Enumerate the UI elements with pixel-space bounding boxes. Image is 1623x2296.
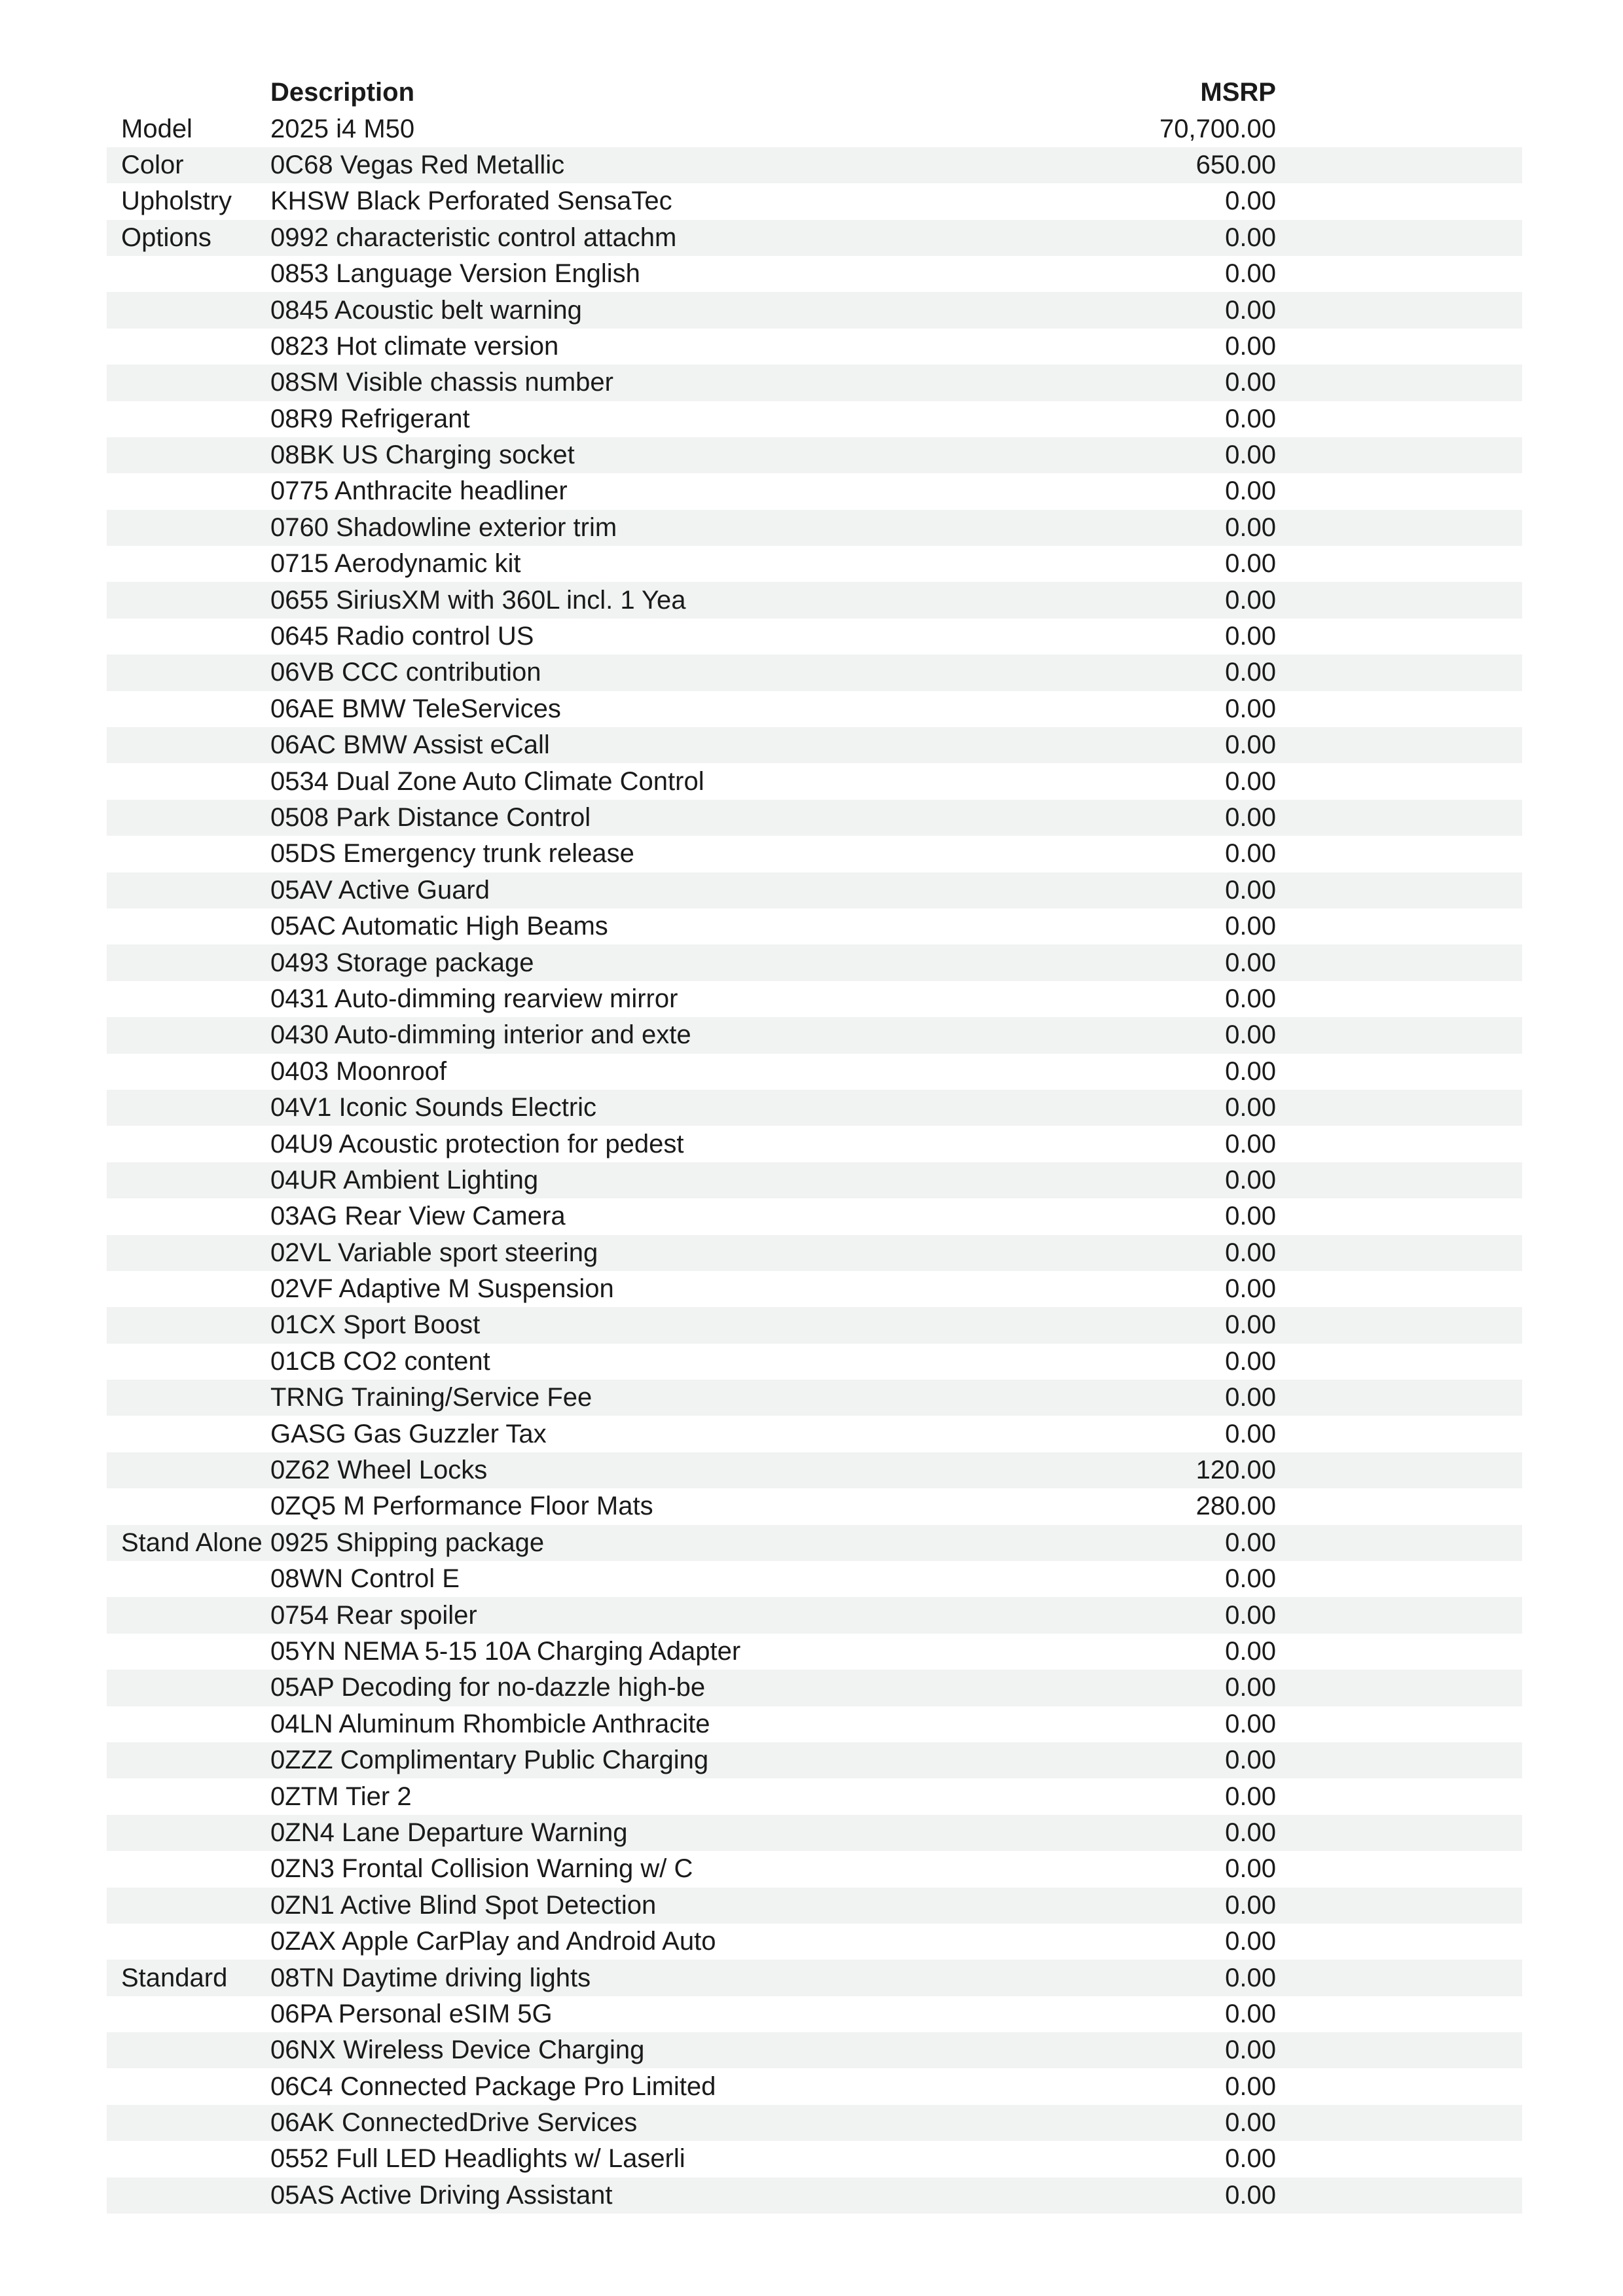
table-row bbox=[107, 292, 1522, 328]
row-description: 0Z62 Wheel Locks bbox=[270, 1456, 488, 1485]
table-row bbox=[107, 582, 1522, 618]
row-category: Upholstry bbox=[121, 187, 232, 216]
row-msrp: 0.00 bbox=[1225, 1564, 1276, 1594]
row-description: TRNG Training/Service Fee bbox=[270, 1383, 593, 1412]
row-description: 0925 Shipping package bbox=[270, 1528, 545, 1557]
table-row bbox=[107, 473, 1522, 509]
table-header bbox=[107, 75, 1522, 111]
row-msrp: 0.00 bbox=[1225, 223, 1276, 252]
row-msrp: 0.00 bbox=[1225, 658, 1276, 687]
row-description: 0715 Aerodynamic kit bbox=[270, 549, 521, 579]
table-row bbox=[107, 111, 1522, 147]
table-row bbox=[107, 1706, 1522, 1742]
table-row bbox=[107, 1452, 1522, 1488]
row-msrp: 0.00 bbox=[1225, 295, 1276, 325]
row-description: 0C68 Vegas Red Metallic bbox=[270, 150, 565, 179]
header-msrp: MSRP bbox=[1200, 78, 1276, 107]
row-description: 08R9 Refrigerant bbox=[270, 404, 470, 433]
msrp-table bbox=[107, 75, 1522, 2214]
table-row bbox=[107, 1344, 1522, 1380]
row-description: 05AV Active Guard bbox=[270, 875, 490, 905]
table-row bbox=[107, 1742, 1522, 1778]
table-row bbox=[107, 2178, 1522, 2214]
table-row bbox=[107, 546, 1522, 582]
row-msrp: 0.00 bbox=[1225, 1383, 1276, 1412]
row-description: 04U9 Acoustic protection for pedest bbox=[270, 1129, 684, 1158]
row-msrp: 0.00 bbox=[1225, 803, 1276, 832]
row-msrp: 0.00 bbox=[1225, 512, 1276, 542]
row-description: 01CB CO2 content bbox=[270, 1346, 490, 1376]
table-row bbox=[107, 510, 1522, 546]
row-description: 0ZZZ Complimentary Public Charging bbox=[270, 1746, 709, 1775]
table-row bbox=[107, 1380, 1522, 1416]
table-row bbox=[107, 1162, 1522, 1198]
table-row bbox=[107, 727, 1522, 763]
row-msrp: 0.00 bbox=[1225, 2072, 1276, 2101]
row-msrp: 0.00 bbox=[1225, 2180, 1276, 2210]
table-row bbox=[107, 872, 1522, 908]
table-row bbox=[107, 1597, 1522, 1633]
row-description: 0552 Full LED Headlights w/ Laserli bbox=[270, 2144, 685, 2174]
table-row bbox=[107, 981, 1522, 1017]
row-description: 0403 Moonroof bbox=[270, 1056, 447, 1086]
row-msrp: 0.00 bbox=[1225, 1419, 1276, 1448]
row-msrp: 0.00 bbox=[1225, 1310, 1276, 1340]
table-row bbox=[107, 2068, 1522, 2104]
table-row bbox=[107, 1416, 1522, 1452]
row-msrp: 0.00 bbox=[1225, 1927, 1276, 1956]
row-msrp: 0.00 bbox=[1225, 331, 1276, 361]
table-row bbox=[107, 691, 1522, 727]
table-row bbox=[107, 1996, 1522, 2032]
table-row bbox=[107, 147, 1522, 183]
row-msrp: 0.00 bbox=[1225, 1818, 1276, 1847]
table-row bbox=[107, 1017, 1522, 1053]
row-description: 0ZTM Tier 2 bbox=[270, 1782, 412, 1811]
table-row bbox=[107, 1960, 1522, 1996]
row-description: 04V1 Iconic Sounds Electric bbox=[270, 1093, 597, 1122]
row-description: 0853 Language Version English bbox=[270, 259, 640, 289]
row-msrp: 0.00 bbox=[1225, 259, 1276, 289]
row-description: 06PA Personal eSIM 5G bbox=[270, 1999, 553, 2028]
row-description: 0645 Radio control US bbox=[270, 622, 534, 651]
row-msrp: 0.00 bbox=[1225, 404, 1276, 433]
row-msrp: 280.00 bbox=[1195, 1492, 1276, 1521]
table-row bbox=[107, 763, 1522, 799]
row-msrp: 0.00 bbox=[1225, 1238, 1276, 1267]
row-msrp: 0.00 bbox=[1225, 839, 1276, 869]
row-description: 0760 Shadowline exterior trim bbox=[270, 512, 617, 542]
row-description: 06C4 Connected Package Pro Limited bbox=[270, 2072, 716, 2101]
table-row bbox=[107, 1670, 1522, 1706]
row-description: 0ZN4 Lane Departure Warning bbox=[270, 1818, 628, 1847]
row-msrp: 0.00 bbox=[1225, 1528, 1276, 1557]
row-description: 02VF Adaptive M Suspension bbox=[270, 1274, 614, 1304]
row-description: 06AE BMW TeleServices bbox=[270, 694, 561, 723]
row-description: 0ZQ5 M Performance Floor Mats bbox=[270, 1492, 653, 1521]
row-description: 0754 Rear spoiler bbox=[270, 1600, 477, 1630]
row-msrp: 0.00 bbox=[1225, 912, 1276, 941]
table-row bbox=[107, 329, 1522, 365]
table-row bbox=[107, 1235, 1522, 1271]
row-description: 02VL Variable sport steering bbox=[270, 1238, 598, 1267]
row-msrp: 0.00 bbox=[1225, 1020, 1276, 1050]
table-row bbox=[107, 1525, 1522, 1561]
row-category: Color bbox=[121, 150, 184, 179]
row-msrp: 0.00 bbox=[1225, 1746, 1276, 1775]
table-row bbox=[107, 1815, 1522, 1851]
row-description: 05AC Automatic High Beams bbox=[270, 912, 608, 941]
row-msrp: 650.00 bbox=[1195, 150, 1276, 179]
row-description: 0655 SiriusXM with 360L incl. 1 Yea bbox=[270, 585, 686, 615]
table-row bbox=[107, 365, 1522, 401]
row-msrp: 0.00 bbox=[1225, 2144, 1276, 2174]
row-description: 0ZN3 Frontal Collision Warning w/ C bbox=[270, 1854, 693, 1884]
row-category: Standard bbox=[121, 1963, 228, 1992]
row-msrp: 0.00 bbox=[1225, 766, 1276, 796]
row-description: 06AK ConnectedDrive Services bbox=[270, 2108, 638, 2138]
row-description: 04LN Aluminum Rhombicle Anthracite bbox=[270, 1709, 710, 1738]
table-row bbox=[107, 1090, 1522, 1126]
table-row bbox=[107, 944, 1522, 980]
row-msrp: 0.00 bbox=[1225, 440, 1276, 470]
row-description: 08WN Control E bbox=[270, 1564, 460, 1594]
row-description: 05AP Decoding for no-dazzle high-be bbox=[270, 1673, 706, 1702]
row-description: 0ZN1 Active Blind Spot Detection bbox=[270, 1890, 657, 1920]
row-description: 08BK US Charging socket bbox=[270, 440, 575, 470]
table-row bbox=[107, 1778, 1522, 1814]
row-msrp: 0.00 bbox=[1225, 1165, 1276, 1194]
row-msrp: 0.00 bbox=[1225, 1854, 1276, 1884]
row-category: Model bbox=[121, 114, 192, 143]
row-category: Stand Alone bbox=[121, 1528, 263, 1557]
row-description: 05AS Active Driving Assistant bbox=[270, 2180, 613, 2210]
row-msrp: 120.00 bbox=[1195, 1456, 1276, 1485]
row-msrp: 0.00 bbox=[1225, 948, 1276, 977]
row-description: 0775 Anthracite headliner bbox=[270, 476, 568, 506]
row-msrp: 0.00 bbox=[1225, 730, 1276, 760]
row-msrp: 0.00 bbox=[1225, 476, 1276, 506]
table-row bbox=[107, 1307, 1522, 1343]
row-description: 0431 Auto-dimming rearview mirror bbox=[270, 984, 678, 1013]
table-row bbox=[107, 655, 1522, 691]
row-description: 0508 Park Distance Control bbox=[270, 803, 591, 832]
row-msrp: 0.00 bbox=[1225, 694, 1276, 723]
header-description: Description bbox=[270, 78, 415, 107]
row-msrp: 0.00 bbox=[1225, 585, 1276, 615]
table-row bbox=[107, 1126, 1522, 1162]
row-msrp: 0.00 bbox=[1225, 875, 1276, 905]
row-msrp: 0.00 bbox=[1225, 1600, 1276, 1630]
row-msrp: 0.00 bbox=[1225, 1346, 1276, 1376]
row-msrp: 0.00 bbox=[1225, 1890, 1276, 1920]
row-description: GASG Gas Guzzler Tax bbox=[270, 1419, 547, 1448]
table-row bbox=[107, 183, 1522, 219]
table-row bbox=[107, 1634, 1522, 1670]
row-msrp: 0.00 bbox=[1225, 1274, 1276, 1304]
row-msrp: 70,700.00 bbox=[1159, 114, 1276, 143]
row-msrp: 0.00 bbox=[1225, 549, 1276, 579]
row-description: 08SM Visible chassis number bbox=[270, 368, 613, 397]
row-msrp: 0.00 bbox=[1225, 1636, 1276, 1666]
row-description: KHSW Black Perforated SensaTec bbox=[270, 187, 672, 216]
row-description: 06NX Wireless Device Charging bbox=[270, 2036, 645, 2065]
row-description: 06VB CCC contribution bbox=[270, 658, 541, 687]
row-msrp: 0.00 bbox=[1225, 1963, 1276, 1992]
row-description: 0493 Storage package bbox=[270, 948, 534, 977]
row-description: 03AG Rear View Camera bbox=[270, 1202, 566, 1231]
row-description: 06AC BMW Assist eCall bbox=[270, 730, 550, 760]
row-category: Options bbox=[121, 223, 211, 252]
row-msrp: 0.00 bbox=[1225, 622, 1276, 651]
row-description: 0534 Dual Zone Auto Climate Control bbox=[270, 766, 704, 796]
row-description: 04UR Ambient Lighting bbox=[270, 1165, 539, 1194]
row-msrp: 0.00 bbox=[1225, 1673, 1276, 1702]
table-row bbox=[107, 401, 1522, 437]
table-row bbox=[107, 2141, 1522, 2177]
table-row bbox=[107, 800, 1522, 836]
row-description: 01CX Sport Boost bbox=[270, 1310, 481, 1340]
row-msrp: 0.00 bbox=[1225, 1129, 1276, 1158]
row-msrp: 0.00 bbox=[1225, 187, 1276, 216]
row-msrp: 0.00 bbox=[1225, 1202, 1276, 1231]
table-row bbox=[107, 1888, 1522, 1924]
row-msrp: 0.00 bbox=[1225, 1782, 1276, 1811]
table-row bbox=[107, 1198, 1522, 1234]
row-msrp: 0.00 bbox=[1225, 2036, 1276, 2065]
row-msrp: 0.00 bbox=[1225, 1999, 1276, 2028]
table-row bbox=[107, 1851, 1522, 1887]
row-description: 0992 characteristic control attachm bbox=[270, 223, 677, 252]
table-row bbox=[107, 836, 1522, 872]
table-row bbox=[107, 1054, 1522, 1090]
table-row bbox=[107, 1271, 1522, 1307]
table-row bbox=[107, 1924, 1522, 1960]
table-row bbox=[107, 2105, 1522, 2141]
row-description: 0430 Auto-dimming interior and exte bbox=[270, 1020, 691, 1050]
row-msrp: 0.00 bbox=[1225, 1093, 1276, 1122]
row-msrp: 0.00 bbox=[1225, 984, 1276, 1013]
row-description: 0823 Hot climate version bbox=[270, 331, 559, 361]
table-row bbox=[107, 1488, 1522, 1524]
row-description: 2025 i4 M50 bbox=[270, 114, 415, 143]
row-description: 0ZAX Apple CarPlay and Android Auto bbox=[270, 1927, 716, 1956]
table-row bbox=[107, 908, 1522, 944]
row-description: 08TN Daytime driving lights bbox=[270, 1963, 591, 1992]
row-description: 0845 Acoustic belt warning bbox=[270, 295, 582, 325]
table-row bbox=[107, 437, 1522, 473]
table-row bbox=[107, 619, 1522, 655]
row-msrp: 0.00 bbox=[1225, 1056, 1276, 1086]
row-msrp: 0.00 bbox=[1225, 368, 1276, 397]
table-row bbox=[107, 256, 1522, 292]
row-description: 05YN NEMA 5-15 10A Charging Adapter bbox=[270, 1636, 741, 1666]
table-row bbox=[107, 2032, 1522, 2068]
table-body bbox=[107, 111, 1522, 2214]
row-msrp: 0.00 bbox=[1225, 1709, 1276, 1738]
table-row bbox=[107, 1561, 1522, 1597]
row-description: 05DS Emergency trunk release bbox=[270, 839, 634, 869]
row-msrp: 0.00 bbox=[1225, 2108, 1276, 2138]
table-row bbox=[107, 220, 1522, 256]
